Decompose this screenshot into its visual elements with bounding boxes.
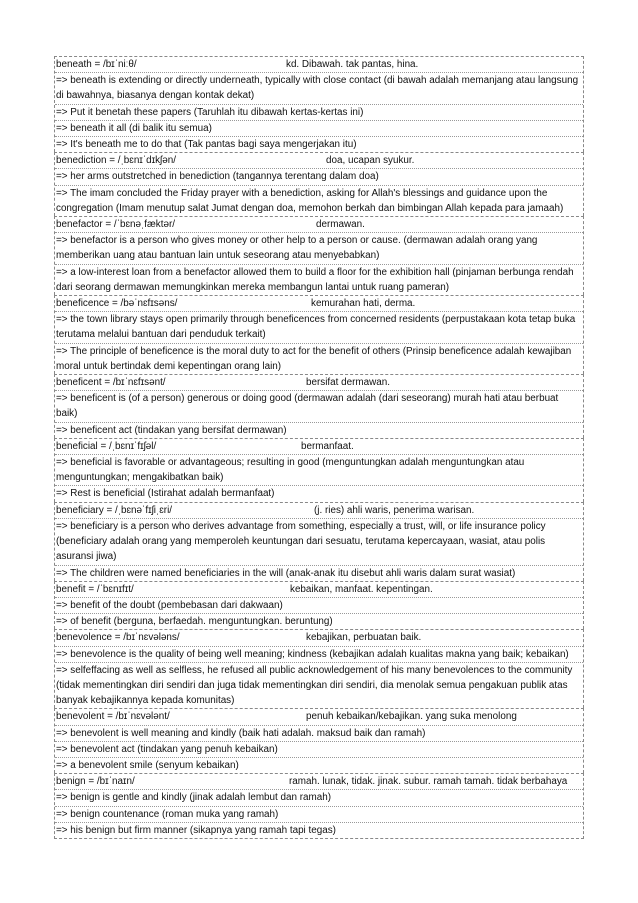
entry-example-line: => benign is gentle and kindly (jinak adalah lembut dan ramah) <box>55 790 583 806</box>
dictionary-entry <box>54 374 584 438</box>
entry-term: benefit = /ˈbɛnɪfɪt/ <box>56 583 134 595</box>
entry-term: benign = /bɪˈnaɪn/ <box>56 776 135 788</box>
entry-example-line: => Rest is beneficial (Istirahat adalah bermanfaat) <box>56 488 275 500</box>
entry-example-line: => beneficent act (tindakan yang bersifat dermawan) <box>56 424 287 436</box>
entry-headword-line <box>55 153 583 169</box>
entry-example-line: => Put it benetah these papers (Taruhlah itu dibawah kertas-kertas ini) <box>55 105 583 121</box>
entry-headword-line <box>55 709 583 725</box>
entry-example-line: => The principle of beneficence is the moral duty to act for the benefit of others (Prinsip beneficence adalah kewajiban moral untuk bertindak demi kepentingan orang lain) <box>56 345 572 372</box>
dictionary-entry <box>54 629 584 708</box>
entry-example-line: => The children were named beneficiaries in the will (anak-anak itu disebut ahli waris dalam surat wasiat) <box>56 567 516 579</box>
entry-term: beneficial = /ˌbɛnɪˈfɪʃəl/ <box>56 440 157 452</box>
dictionary-entry <box>54 295 584 374</box>
entry-term: benefactor = /ˈbɛnəˌfæktər/ <box>56 219 175 231</box>
entry-translation: bersifat dermawan. <box>306 377 390 389</box>
dictionary-entry <box>54 152 584 216</box>
dictionary-entry <box>54 56 584 152</box>
entry-translation: kd. Dibawah. tak pantas, hina. <box>286 59 419 70</box>
entry-term: beneficiary = /ˌbɛnəˈfɪʃiˌɛri/ <box>56 504 173 516</box>
entry-headword-line <box>55 630 583 646</box>
entry-example-line: => beneficiary is a person who derives advantage from something, especially a trust, will, or life insurance policy (beneficiary adalah orang yang memperoleh keuntungan dari sesuatu, terutama kepercayaan, wasiat, atau polis asuransi jiwa) <box>55 519 583 566</box>
entry-term: benediction = /ˌbɛnɪˈdɪkʃən/ <box>56 155 176 167</box>
entry-translation: doa, ucapan syukur. <box>326 155 415 167</box>
entry-example-line: => the town library stays open primarily through beneficences from concerned residents (perpustakaan kota tetap buka terutama melalui bantuan dari penduduk terkait) <box>55 312 583 343</box>
entry-headword-line <box>55 503 583 519</box>
entry-example-line: => benefit of the doubt (pembebasan dari dakwaan) <box>55 598 583 614</box>
dictionary-page <box>54 56 584 839</box>
entry-headword-line <box>55 774 583 790</box>
entry-headword-line <box>55 57 583 73</box>
entry-example-line: => benevolent is well meaning and kindly (baik hati adalah. maksud baik dan ramah) <box>55 726 583 742</box>
entry-example-line: => a benevolent smile (senyum kebaikan) <box>56 759 239 771</box>
dictionary-entry <box>54 708 584 773</box>
entry-term: benevolence = /bɪˈnɛvələns/ <box>56 632 180 644</box>
entry-example-line: => benevolence is the quality of being well meaning; kindness (kebajikan adalah kualitas makna yang baik; kebaikan) <box>55 647 583 663</box>
entry-example-line: => her arms outstretched in benediction (tangannya terentang dalam doa) <box>55 169 583 185</box>
entry-example-line: => beneficial is favorable or advantageous; resulting in good (menguntungkan adalah menguntungkan atau menguntungkan; mengakibatkan baik) <box>55 455 583 486</box>
entry-term: benevolent = /bɪˈnɛvələnt/ <box>56 711 170 723</box>
dictionary-entry <box>54 438 584 502</box>
entry-term: beneficent = /bɪˈnɛfɪsənt/ <box>56 377 166 389</box>
entry-translation: dermawan. <box>316 219 365 231</box>
entry-translation: bermanfaat. <box>301 440 354 452</box>
entry-example-line: => benevolent act (tindakan yang penuh kebaikan) <box>55 742 583 758</box>
entry-translation: kemurahan hati, derma. <box>311 298 416 310</box>
entry-term: beneficence = /bəˈnɛfɪsəns/ <box>56 298 178 310</box>
entry-headword-line <box>55 375 583 391</box>
entry-example-line: => of benefit (berguna, berfaedah. menguntungkan. beruntung) <box>56 616 333 628</box>
entry-headword-line <box>55 582 583 598</box>
dictionary-entry <box>54 216 584 295</box>
entry-example-line: => beneath is extending or directly underneath, typically with close contact (di bawah adalah memanjang atau langsung di bawahnya, biasanya dengan kontak dekat) <box>55 73 583 104</box>
entry-translation: kebaikan, manfaat. kepentingan. <box>290 583 433 595</box>
entry-example-line: => a low-interest loan from a benefactor allowed them to build a floor for the exhibition hall (pinjaman berbunga rendah dari seorang dermawan memungkinkan mereka membangun lantai untuk ruang pameran) <box>56 266 574 293</box>
dictionary-entry <box>54 502 584 581</box>
entry-example-line: => benign countenance (roman muka yang ramah) <box>55 807 583 823</box>
entry-example-line: => his benign but firm manner (sikapnya yang ramah tapi tegas) <box>56 824 336 836</box>
dictionary-entry <box>54 773 584 839</box>
entry-term: beneath = /bɪˈniːθ/ <box>56 59 137 70</box>
entry-translation: ramah. lunak, tidak. jinak. subur. ramah tamah. tidak berbahaya <box>289 776 568 788</box>
entry-headword-line <box>55 439 583 455</box>
dictionary-entry <box>54 581 584 630</box>
entry-example-line: => The imam concluded the Friday prayer with a benediction, asking for Allah's blessings and guidance upon the congregation (Imam menutup salat Jumat dengan doa, memohon berkah dan bimbingan Allah kepada para jamaah) <box>56 187 564 214</box>
entry-example-line: => benefactor is a person who gives money or other help to a person or cause. (dermawan adalah orang yang memberikan uang atau bantuan lain untuk seseorang atau menyebabkan) <box>55 233 583 264</box>
entry-translation: penuh kebaikan/kebajikan. yang suka menolong <box>306 711 517 723</box>
entry-headword-line <box>55 296 583 312</box>
entry-example-line: => selfeffacing as well as selfless, he refused all public acknowledgement of his many benevolences to the community (tidak mementingkan diri sendiri dan juga tidak mementingkan diri sendiri, dia menolak semua pengakuan publik atas banyak kebajikannya kepada komunitas) <box>56 664 573 707</box>
entry-translation: kebajikan, perbuatan baik. <box>306 632 422 644</box>
entry-example-line: => beneath it all (di balik itu semua) <box>55 121 583 137</box>
entry-example-line: => It's beneath me to do that (Tak pantas bagi saya mengerjakan itu) <box>56 139 357 151</box>
entry-translation: (j. ries) ahli waris, penerima warisan. <box>314 504 475 516</box>
entry-example-line: => beneficent is (of a person) generous or doing good (dermawan adalah (dari seseorang) murah hati atau berbuat baik) <box>55 391 583 422</box>
entry-headword-line <box>55 217 583 233</box>
